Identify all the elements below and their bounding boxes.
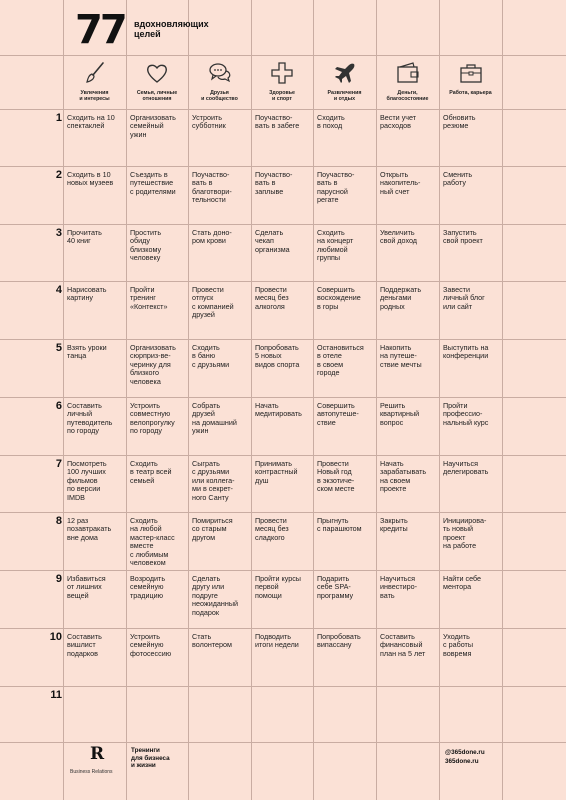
category-health [251, 56, 313, 108]
grid-line [0, 570, 566, 571]
goal-cell: Подарить себе SPA- программу [317, 574, 354, 600]
grid-line [0, 166, 566, 167]
grid-line [0, 455, 566, 456]
goal-cell: Решить квартирный вопрос [380, 401, 420, 427]
plus-icon [269, 60, 295, 86]
grid-line [126, 0, 127, 800]
category-label: Деньги, благосостояние [386, 90, 429, 103]
goal-cell: Взять уроки танца [67, 343, 107, 361]
category-money [376, 56, 439, 108]
goal-cell: 12 раз позавтракать вне дома [67, 516, 112, 542]
goal-cell: Провести месяц без сладкого [255, 516, 289, 542]
goal-cell: Составить вишлист подарков [67, 632, 102, 658]
goal-cell: Собрать друзей на домашний ужин [192, 401, 237, 436]
row-number: 11 [50, 689, 62, 701]
category-career [439, 56, 502, 108]
category-label: Увлечения и интересы [79, 90, 110, 103]
grid-line [0, 224, 566, 225]
heart-icon [144, 60, 170, 86]
grid-line [502, 0, 503, 800]
grid-line [376, 0, 377, 800]
goal-cell: Начать зарабатывать на своем проекте [380, 459, 427, 494]
social-handle[interactable]: @365done.ru [445, 749, 485, 756]
grid-line [0, 742, 566, 743]
goal-cell: Поддержать деньгами родных [380, 285, 422, 311]
airplane-icon [332, 60, 358, 86]
goal-cell: Накопить на путеше- ствие мечты [380, 343, 422, 369]
category-family [126, 56, 188, 108]
goal-cell: Сходить в театр всей семьей [130, 459, 172, 485]
goal-cell: Сделать чекап организма [255, 228, 290, 254]
goal-cell: Простить обиду близкому человеку [130, 228, 162, 263]
goal-cell: Выступить на конференции [443, 343, 489, 361]
grid-line [0, 339, 566, 340]
brand-name: Business Relations [70, 769, 113, 775]
paintbrush-icon [82, 60, 108, 86]
goal-cell: Поучаство- вать в заплыве [255, 170, 293, 196]
goal-cell: Съездить в путешествие с родителями [130, 170, 176, 196]
goal-cell: Провести отпуск с компанией друзей [192, 285, 234, 320]
grid-line [63, 0, 64, 800]
page-title-number: 77 [75, 7, 125, 53]
goal-cell: Провести Новый год в экзотиче- ском месте [317, 459, 355, 494]
row-number: 5 [55, 342, 62, 354]
goal-cell: Подводить итоги недели [255, 632, 299, 650]
goal-cell: Инициирова- ть новый проект на работе [443, 516, 487, 551]
goal-cell: Устроить субботник [192, 113, 226, 131]
category-hobbies [63, 56, 126, 108]
goal-cell: Организовать сюрприз-ве- черинку для близкого человека [130, 343, 176, 386]
website-link[interactable]: 365done.ru [445, 757, 479, 765]
goal-cell: Вести учет расходов [380, 113, 417, 131]
row-number: 6 [55, 400, 62, 412]
goal-cell: Сходить в 10 новых музеев [67, 170, 114, 188]
goal-cell: Помириться со старым другом [192, 516, 233, 542]
goal-cell: Сменить работу [443, 170, 473, 188]
goal-cell: Поучаство- вать в забеге [255, 113, 300, 131]
goal-cell: Найти себе ментора [443, 574, 482, 592]
goal-cell: Поучаство- вать в благотвори- тельности [192, 170, 232, 205]
goal-cell: Избавиться от лишних вещей [67, 574, 106, 600]
goal-cell: Составить финансовый план на 5 лет [380, 632, 426, 658]
category-label: Семья, личные отношения [136, 90, 178, 103]
goal-cell: Попробовать 5 новых видов спорта [255, 343, 300, 369]
goal-cell: Провести месяц без алкоголя [255, 285, 289, 311]
goal-cell: Открыть накопитель- ный счет [380, 170, 421, 196]
goal-cell: Устроить семейную фотосессию [130, 632, 172, 658]
grid-line [0, 686, 566, 687]
category-label: Работа, карьера [449, 90, 492, 96]
goal-cell: Научиться делегировать [443, 459, 489, 477]
goal-cell: Остановиться в отеле в своем городе [317, 343, 364, 378]
briefcase-icon [458, 60, 484, 86]
goal-cell: Пройти тренинг «Контекст» [130, 285, 168, 311]
goal-cell: Запустить свой проект [443, 228, 483, 246]
row-number: 9 [55, 573, 62, 585]
goal-cell: Сходить в поход [317, 113, 345, 131]
wallet-icon [395, 60, 421, 86]
row-number: 7 [55, 458, 62, 470]
goal-cell: Начать медитировать [255, 401, 302, 419]
grid-line [313, 0, 314, 800]
grid-line [251, 0, 252, 800]
goal-cell: Завести личный блог или сайт [443, 285, 485, 311]
goal-cell: Обновить резюме [443, 113, 476, 131]
goal-cell: Сходить на 10 спектаклей [67, 113, 115, 131]
row-number: 3 [55, 227, 62, 239]
goal-cell: Нарисовать картину [67, 285, 107, 303]
row-number: 1 [55, 112, 62, 124]
category-leisure [313, 56, 376, 108]
goal-cell: Совершить восхождение в горы [317, 285, 361, 311]
grid-line [0, 628, 566, 629]
goal-cell: Научиться инвестиро- вать [380, 574, 418, 600]
goal-cell: Возродить семейную традицию [130, 574, 166, 600]
grid-line [0, 109, 566, 110]
goal-cell: Пройти курсы первой помощи [255, 574, 301, 600]
goal-cell: Организовать семейный ужин [130, 113, 176, 139]
goal-cell: Сыграть с друзьями или коллега- ми в секрет- ного Санту [192, 459, 235, 502]
grid-line [439, 0, 440, 800]
page-title: вдохновляющих целей [134, 19, 209, 39]
goal-cell: Совершить автопутеше- ствие [317, 401, 359, 427]
grid-line [0, 512, 566, 513]
goal-cell: Сходить на концерт любимой группы [317, 228, 354, 263]
goal-cell: Закрыть кредиты [380, 516, 408, 534]
goal-cell: Стать доно- ром крови [192, 228, 232, 246]
goal-cell: Увеличить свой доход [380, 228, 417, 246]
category-label: Друзья и сообщество [201, 90, 238, 103]
goal-cell: Принимать контрастный душ [255, 459, 298, 485]
goal-cell: Посмотреть 100 лучших фильмов по версии IMDB [67, 459, 107, 502]
logo-letter: R [90, 744, 105, 764]
goal-cell: Сделать другу или подруге неожиданный подарок [192, 574, 239, 617]
logo [90, 744, 105, 766]
row-number: 2 [55, 169, 62, 181]
goal-cell: Попробовать випассану [317, 632, 361, 650]
grid-line [0, 397, 566, 398]
row-number: 8 [55, 515, 62, 527]
goal-cell: Сходить на любой мастер-класс вместе с любимым человеком [130, 516, 175, 568]
grid-line [188, 0, 189, 800]
category-label: Развлечения и отдых [327, 90, 362, 103]
goal-cell: Устроить совместную велопрогулку по городу [130, 401, 175, 436]
goal-cell: Пройти профессио- нальный курс [443, 401, 489, 427]
goal-cell: Прочитать 40 книг [67, 228, 102, 246]
tagline: Тренинги для бизнеса и жизни [131, 747, 170, 770]
category-label: Здоровье и спорт [269, 90, 295, 103]
goal-cell: Прыгнуть с парашютом [317, 516, 362, 534]
goal-cell: Сходить в баню с друзьями [192, 343, 230, 369]
contacts [445, 749, 525, 766]
goal-cell: Стать волонтером [192, 632, 232, 650]
row-number: 10 [49, 631, 62, 643]
goal-cell: Уходить с работы вовремя [443, 632, 473, 658]
category-friends [188, 56, 251, 108]
goal-cell: Поучаство- вать в парусной регате [317, 170, 355, 205]
goal-cell: Составить личный путеводитель по городу [67, 401, 113, 436]
grid-line [0, 281, 566, 282]
chat-bubbles-icon [207, 60, 233, 86]
row-number: 4 [55, 284, 62, 296]
